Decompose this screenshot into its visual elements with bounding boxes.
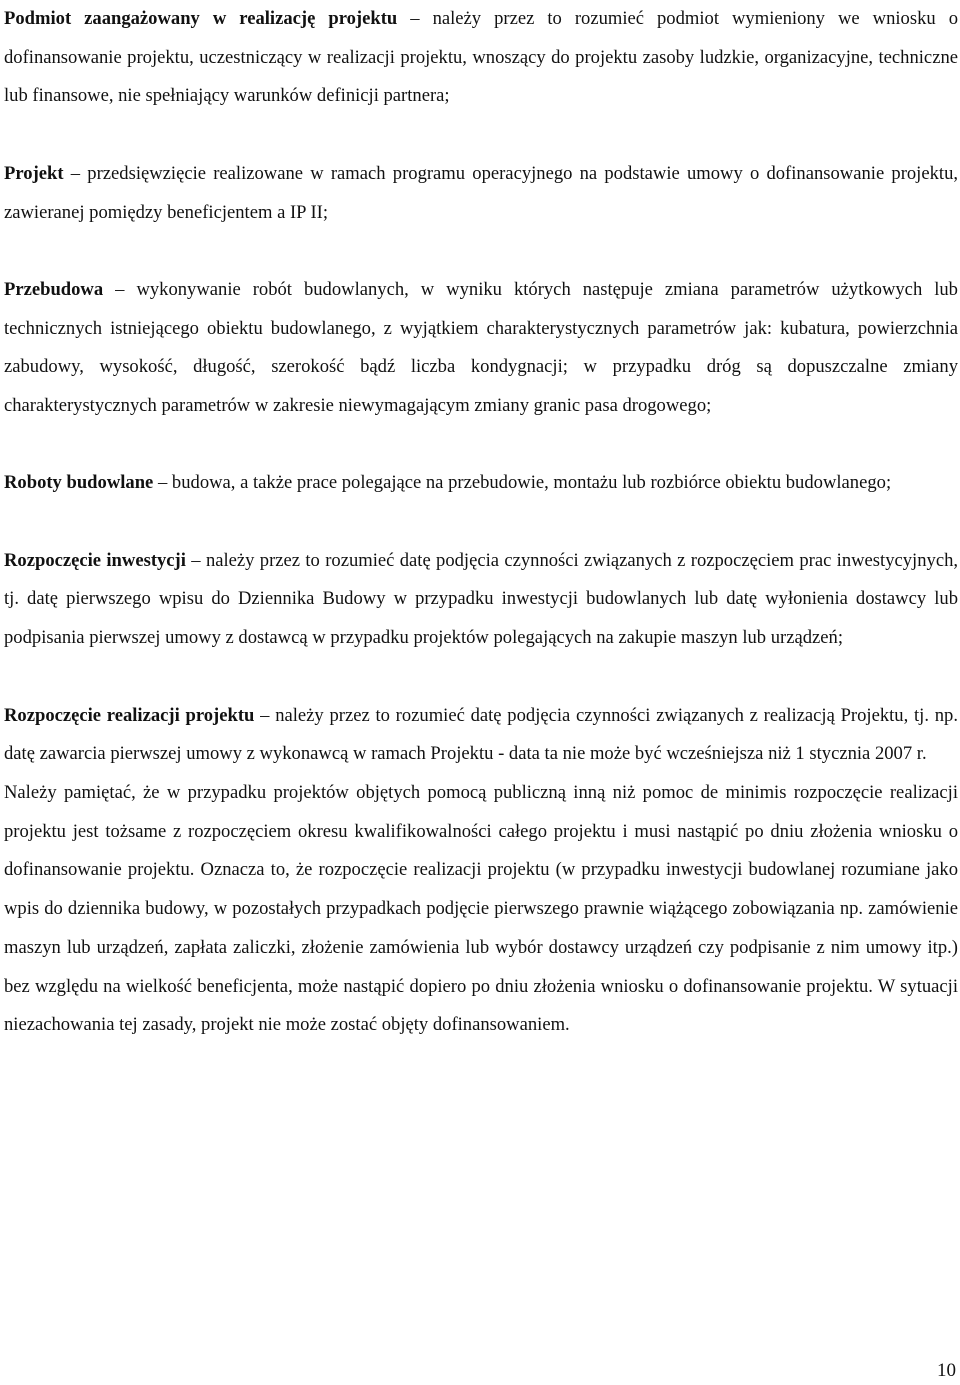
definition-term: Przebudowa: [4, 278, 104, 300]
definition-term: Podmiot zaangażowany w realizację projektu: [4, 8, 398, 29]
term-dash: –: [410, 8, 420, 29]
term-dash: –: [191, 549, 201, 571]
document-page: [4, 0, 958, 1045]
definition-text: należy przez to rozumieć datę podjęcia czynności związanych z rozpoczęciem prac inwestycyjnych, tj. datę pierwszego wpisu do Dziennika Budowy w przypadku inwestycji budowlanych lub datę wyłonienia dostawcy lub podpisania pierwszej umowy z dostawcą w przypadku projektów polegających na zakupie maszyn lub urządzeń;: [4, 549, 959, 649]
definition-rozpoczecie-inwestycji: [4, 542, 958, 658]
note-paragraph: Należy pamiętać, że w przypadku projektów objętych pomocą publiczną inną niż pomoc de minimis rozpoczęcie realizacji projektu jest tożsame z rozpoczęciem okresu kwalifikowalności całego projektu i musi nastąpić po dniu złożenia wniosku o dofinansowanie projektu. Oznacza to, że rozpoczęcie realizacji projektu (w przypadku inwestycji budowlanej rozumiane jako wpis do dziennika budowy, w pozostałych przypadkach podjęcie pierwszego prawnie wiążącego zobowiązania np. zamówienie maszyn lub urządzeń, zapłata zaliczki, złożenie zamówienia lub wybór dostawcy urządzeń czy podpisanie z nim umowy itp.) bez względu na wielkość beneficjenta, może nastąpić dopiero po dniu złożenia wniosku o dofinansowanie projektu. W sytuacji niezachowania tej zasady, projekt nie może zostać objęty dofinansowaniem.: [4, 781, 958, 1036]
paragraph-gap: [4, 232, 958, 271]
definition-term: Roboty budowlane: [4, 472, 154, 494]
definition-term: Rozpoczęcie inwestycji: [4, 549, 186, 571]
term-dash: –: [70, 162, 81, 184]
page-number: 10: [937, 1360, 956, 1381]
definition-przebudowa: [4, 271, 958, 426]
definition-text: należy przez to rozumieć podmiot wymieniony we wniosku o dofinansowanie projektu, uczestniczący w realizacji projektu, wnoszący do projektu zasoby ludzkie, organizacyjne, techniczne lub finansowe, nie spełniający warunków definicji partnera;: [4, 8, 958, 107]
definition-roboty-budowlane: [4, 464, 958, 503]
definition-text: wykonywanie robót budowlanych, w wyniku których następuje zmiana parametrów użytkowych lub technicznych istniejącego obiektu budowlanego, z wyjątkiem charakterystycznych parametrów jak: kubatura, powierzchnia zabudowy, wysokość, długość, szerokość bądź liczba kondygnacji; w przypadku dróg są dopuszczalne zmiany charakterystycznych parametrów w zakresie niewymagającym zmiany granic pasa drogowego;: [4, 278, 958, 416]
definition-term: Projekt: [4, 162, 64, 184]
paragraph-gap: [4, 503, 958, 542]
term-dash: –: [260, 704, 270, 726]
paragraph-gap: [4, 658, 958, 697]
definition-term: Rozpoczęcie realizacji projektu: [4, 704, 255, 726]
term-dash: –: [157, 472, 168, 494]
definition-text: budowa, a także prace polegające na przebudowie, montażu lub rozbiórce obiektu budowlanego;: [171, 472, 892, 494]
paragraph-gap: [4, 426, 958, 465]
paragraph-gap: [4, 116, 958, 155]
definition-podmiot-zaangazowany: [4, 0, 958, 116]
definition-text: przedsięwzięcie realizowane w ramach programu operacyjnego na podstawie umowy o dofinansowanie projektu, zawieranej pomiędzy beneficjentem a IP II;: [4, 162, 959, 223]
definition-rozpoczecie-realizacji-projektu: [4, 697, 958, 774]
definition-projekt: [4, 155, 958, 232]
definition-text: należy przez to rozumieć datę podjęcia czynności związanych z realizacją Projektu, tj. np. datę zawarcia pierwszej umowy z wykonawcą w ramach Projektu - data ta nie może być wcześniejsza niż 1 stycznia 2007 r.: [4, 704, 958, 765]
term-dash: –: [115, 278, 125, 300]
